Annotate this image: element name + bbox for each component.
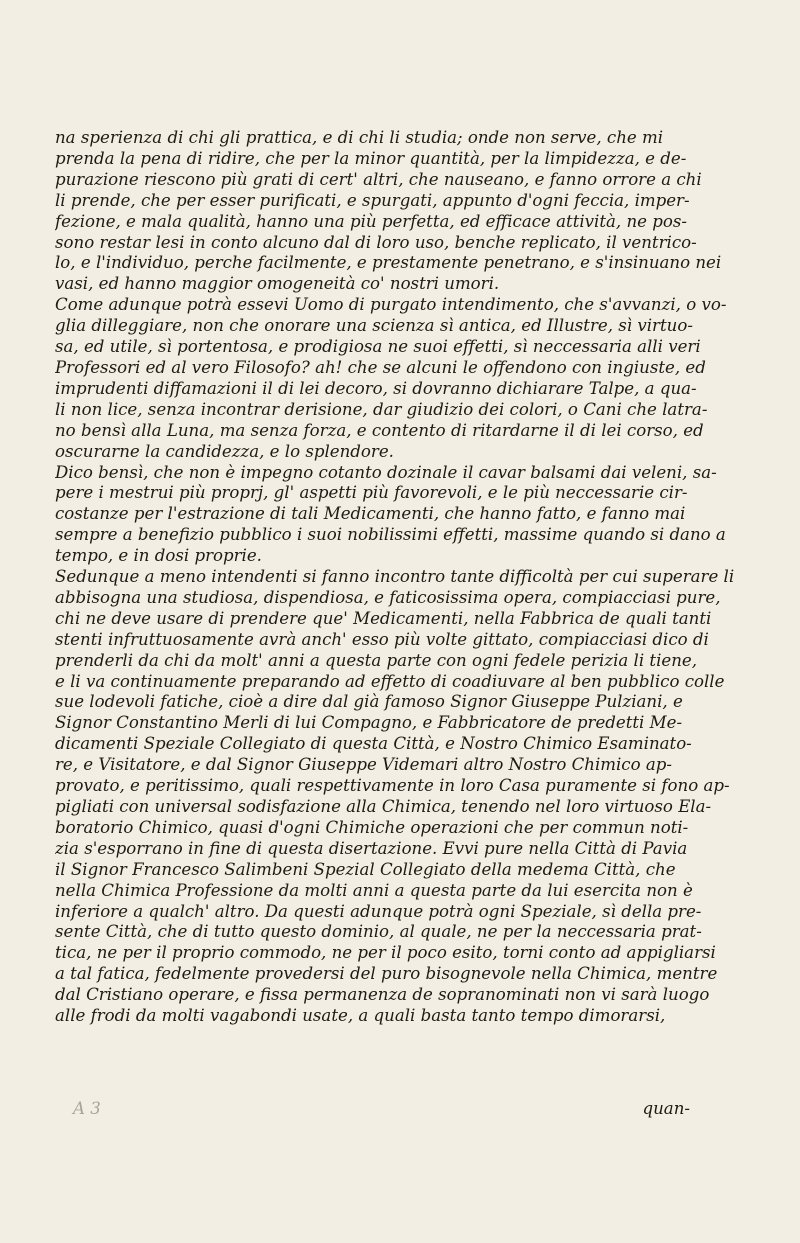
text-line: Come adunque potrà essevi Uomo di purgato intendimento, che s'avvanzi, o vo- (55, 295, 727, 315)
text-line: dal Cristiano operare, e fissa permanenza de sopranominati non vi sarà luogo (55, 985, 710, 1005)
text-line: li prende, che per esser purificati, e spurgati, appunto d'ogni feccia, imper- (55, 190, 690, 210)
text-line: stenti infruttuosamente avrà anch' esso più volte gittato, compiacciasi dico di (55, 629, 709, 649)
text-line: il Signor Francesco Salimbeni Spezial Collegiato della medema Città, che (55, 859, 676, 879)
text-line: fezione, e mala qualità, hanno una più perfetta, ed efficace attività, ne pos- (55, 211, 687, 231)
signature-mark: A 3 (73, 1099, 101, 1118)
text-line: Professori ed al vero Filosofo? ah! che se alcuni le offendono con ingiuste, ed (55, 357, 706, 377)
text-line: no bensì alla Luna, ma senza forza, e contento di ritardarne il di lei corso, ed (55, 420, 704, 440)
text-line: prenderli da chi da molt' anni a questa parte con ogni fedele perizia li tiene, (55, 650, 698, 670)
text-line: Dico bensì, che non è impegno cotanto dozinale il cavar balsami dai veleni, sa- (55, 462, 717, 482)
text-line: Signor Constantino Merli di lui Compagno, e Fabbricatore de predetti Me- (55, 713, 683, 733)
text-line: lo, e l'individuo, perche facilmente, e prestamente penetrano, e s'insinuano nei (55, 253, 722, 273)
text-line: abbisogna una studiosa, dispendiosa, e faticosissima opera, compiacciasi pure, (55, 587, 721, 607)
text-line: provato, e peritissimo, quali respettivamente in loro Casa puramente si fono ap- (55, 776, 730, 796)
text-line: sempre a benefizio pubblico i suoi nobilissimi effetti, massime quando si dano a (55, 525, 726, 545)
text-line: oscurarne la candidezza, e lo splendore. (55, 441, 394, 461)
text-line: e li va continuamente preparando ad effetto di coadiuvare al ben pubblico colle (55, 671, 725, 691)
text-line: a tal fatica, fedelmente provedersi del puro bisognevole nella Chimica, mentre (55, 964, 718, 984)
text-line: zia s'esporrano in fine di questa disertazione. Evvi pure nella Città di Pavia (55, 838, 688, 858)
text-line: sa, ed utile, sì portentosa, e prodigiosa ne suoi effetti, sì neccessaria alli veri (55, 337, 701, 357)
text-line: vasi, ed hanno maggior omogeneità co' nostri umori. (55, 274, 500, 294)
text-line: pere i mestrui più proprj, gl' aspetti più favorevoli, e le più neccessarie cir- (55, 483, 688, 503)
text-line: boratorio Chimico, quasi d'ogni Chimiche operazioni che per commun noti- (55, 817, 689, 837)
text-line: sente Città, che di tutto questo dominio, al quale, ne per la neccessaria prat- (55, 922, 702, 942)
text-line: na sperienza di chi gli prattica, e di chi li studia; onde non serve, che mi (55, 128, 664, 147)
body-text (55, 128, 745, 1027)
text-line: dicamenti Speziale Collegiato di questa Città, e Nostro Chimico Esaminato- (55, 734, 692, 754)
text-line: sue lodevoli fatiche, cioè a dire dal già famoso Signor Giuseppe Pulziani, e (55, 692, 683, 712)
text-line: chi ne deve usare di prendere que' Medicamenti, nella Fabbrica de quali tanti (55, 608, 712, 628)
text-line: nella Chimica Professione da molti anni a questa parte da lui esercita non è (55, 880, 693, 900)
text-line: glia dilleggiare, non che onorare una scienza sì antica, ed Illustre, sì virtuo- (55, 316, 693, 336)
text-line: inferiore a qualch' altro. Da questi adunque potrà ogni Speziale, sì della pre- (55, 901, 702, 921)
text-line: tempo, e in dosi proprie. (55, 546, 262, 566)
text-line: alle frodi da molti vagabondi usate, a quali basta tanto tempo dimorarsi, (55, 1006, 666, 1026)
text-line: imprudenti diffamazioni il di lei decoro, si dovranno dichiarare Talpe, a qua- (55, 378, 697, 398)
text-line: pigliati con universal sodisfazione alla Chimica, tenendo nel loro virtuoso Ela- (55, 797, 712, 816)
text-line: tica, ne per il proprio commodo, ne per il poco esito, torni conto ad appigliarsi (55, 943, 716, 963)
text-line: sono restar lesi in conto alcuno dal di loro uso, benche replicato, il ventrico- (55, 232, 697, 252)
text-line: prenda la pena di ridire, che per la minor quantità, per la limpidezza, e de- (55, 148, 687, 168)
catchword: quan- (642, 1099, 690, 1118)
text-line: li non lice, senza incontrar derisione, dar giudizio dei colori, o Cani che latra- (55, 399, 708, 419)
page-footer (55, 1099, 745, 1123)
text-line: purazione riescono più grati di cert' altri, che nauseano, e fanno orrore a chi (55, 169, 702, 189)
text-line: costanze per l'estrazione di tali Medicamenti, che hanno fatto, e fanno mai (55, 504, 686, 524)
text-line: re, e Visitatore, e dal Signor Giuseppe Videmari altro Nostro Chimico ap- (55, 755, 672, 775)
text-line: Sedunque a meno intendenti si fanno incontro tante difficoltà per cui superare li (55, 567, 735, 587)
